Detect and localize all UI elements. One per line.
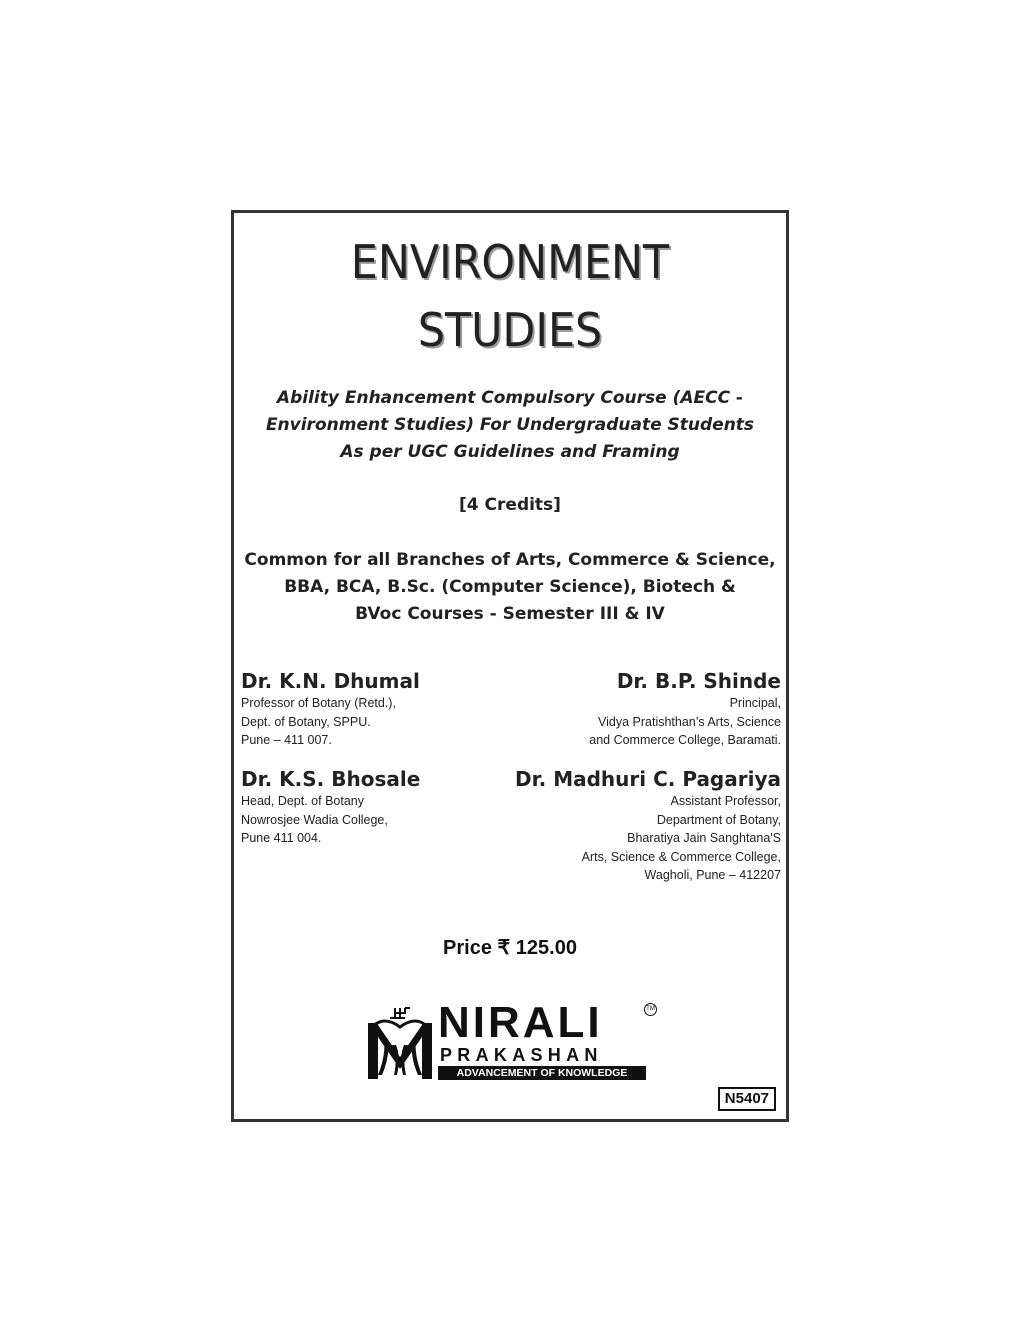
- author-shinde: [481, 668, 781, 750]
- publisher-subname: PRAKASHAN: [440, 1045, 603, 1065]
- applicability: [234, 547, 786, 628]
- title-line-1: ENVIRONMENT: [350, 235, 670, 289]
- applicability-line: BBA, BCA, B.Sc. (Computer Science), Biotech &: [284, 577, 736, 597]
- author-affiliation: Vidya Pratishthan’s Arts, Science: [598, 714, 781, 729]
- author-affiliation: Assistant Professor,: [670, 794, 781, 808]
- credits: [4 Credits]: [459, 495, 561, 515]
- author-affiliation: Principal,: [729, 696, 781, 710]
- publisher-logo: [364, 998, 660, 1083]
- nirali-emblem-icon: [364, 1005, 438, 1081]
- author-affiliation: Pune 411 004.: [241, 831, 322, 845]
- author-affiliation: Pune – 411 007.: [241, 733, 332, 747]
- subtitle-line: Environment Studies) For Undergraduate Students: [265, 415, 755, 435]
- applicability-line: BVoc Courses - Semester III & IV: [355, 604, 665, 624]
- publisher-name: NIRALI: [438, 998, 603, 1047]
- author-affiliation: Dept. of Botany, SPPU.: [241, 714, 371, 729]
- book-code: N5407: [718, 1087, 776, 1111]
- author-affiliation: Nowrosjee Wadia College,: [241, 812, 388, 827]
- applicability-line: Common for all Branches of Arts, Commerce & Science,: [244, 550, 776, 570]
- author-name: Dr. K.N. Dhumal: [241, 669, 420, 693]
- author-affiliation: Head, Dept. of Botany: [241, 794, 364, 808]
- author-affiliation: Professor of Botany (Retd.),: [241, 696, 396, 710]
- author-affiliation: Department of Botany,: [656, 812, 781, 827]
- price: Price ₹ 125.00: [443, 937, 577, 959]
- publisher-tagline: ADVANCEMENT OF KNOWLEDGE: [438, 1066, 646, 1080]
- author-affiliation: Bharatiya Jain Sanghtana'S: [627, 831, 781, 845]
- course-subtitle: [234, 385, 786, 466]
- author-name: Dr. K.S. Bhosale: [241, 767, 421, 791]
- author-name: Dr. Madhuri C. Pagariya: [515, 767, 781, 791]
- author-pagariya: [481, 766, 781, 885]
- author-affiliation: Wagholi, Pune – 412207: [644, 868, 781, 882]
- author-name: Dr. B.P. Shinde: [616, 669, 781, 693]
- subtitle-line: As per UGC Guidelines and Framing: [340, 442, 680, 462]
- cover-frame: [231, 210, 789, 1122]
- trademark-symbol: TM: [644, 1003, 657, 1016]
- author-affiliation: Arts, Science & Commerce College,: [581, 849, 781, 864]
- subtitle-line: Ability Enhancement Compulsory Course (AECC -: [276, 388, 744, 408]
- author-affiliation: and Commerce College, Baramati.: [589, 733, 781, 747]
- title-line-2: STUDIES: [417, 303, 603, 357]
